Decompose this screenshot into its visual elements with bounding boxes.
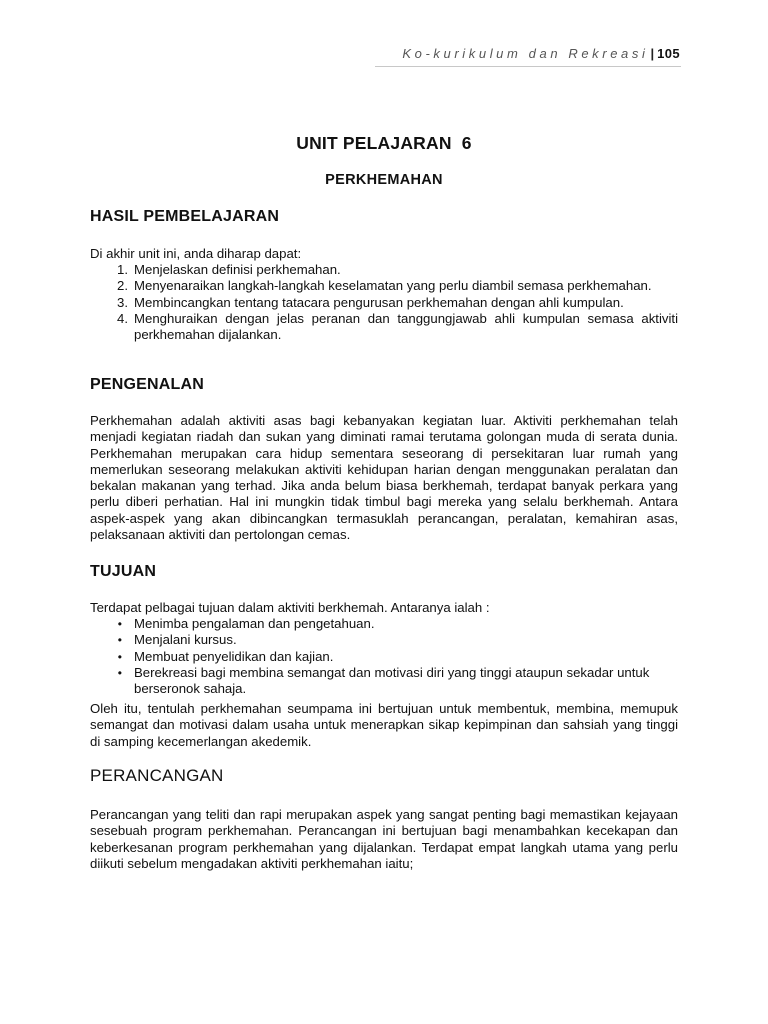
learning-outcomes-list [90,262,678,343]
tujuan-intro: Terdapat pelbagai tujuan dalam aktiviti berkhemah. Antaranya ialah : [90,600,490,615]
list-item [90,262,678,278]
list-item [90,295,678,311]
running-header-separator: | [650,46,655,61]
running-header [402,45,680,63]
list-number: 4. [117,310,128,326]
list-item-text: Membuat penyelidikan dan kajian. [134,648,334,664]
unit-title: UNIT PELAJARAN 6 [296,133,472,153]
list-item-text: Menimba pengalaman dan pengetahuan. [134,616,375,631]
list-item [90,649,678,665]
bullet-icon: • [117,633,122,648]
bullet-icon: • [117,665,122,680]
list-item-text: Menjelaskan definisi perkhemahan. [134,262,341,277]
list-item-text: Berekreasi bagi membina semangat dan motivasi diri yang tinggi ataupun sekadar untuk berseronok sahaja. [134,664,650,697]
page-number: 105 [657,46,680,61]
list-item [90,632,678,648]
header-divider [375,66,681,67]
list-item [90,278,678,294]
pengenalan-paragraph: Perkhemahan adalah aktiviti asas bagi kebanyakan kegiatan luar. Aktiviti perkhemahan telah menjadi kegiatan riadah dan sukan yang diminati ramai terutama golongan muda di serata dunia. Perkhemahan merupakan cara hidup sementara seseorang di persekitaran luar rumah yang memerlukan seseorang melakukan aktiviti kehidupan harian dengan menggunakan peralatan dan bekalan makanan yang terhad. Jika anda belum biasa berkhemah, terdapat banyak perkara yang perlu diberi perhatian. Hal ini mungkin tidak timbul bagi mereka yang selalu berkhemah. Antara aspek-aspek yang akan dibincangkan termasuklah perancangan, peralatan, kemahiran asas, pelaksanaan aktiviti dan pertolongan cemas. [90,413,678,543]
list-number: 2. [117,278,128,294]
bullet-icon: • [117,617,122,631]
section-heading-perancangan: PERANCANGAN [90,766,224,785]
bullet-icon: • [117,649,122,664]
list-item [90,311,678,344]
list-number: 3. [117,294,128,310]
list-item [90,616,678,632]
running-header-title: Ko-kurikulum dan Rekreasi [402,46,649,61]
hasil-intro: Di akhir unit ini, anda diharap dapat: [90,246,302,261]
section-heading-pengenalan: PENGENALAN [90,376,205,393]
perancangan-paragraph: Perancangan yang teliti dan rapi merupakan aspek yang sangat penting bagi memastikan kejayaan sesebuah program perkhemahan. Perancangan ini bertujuan bagi menambahkan kecekapan dan keberkesanan program perkhemahan yang dijalankan. Terdapat empat langkah utama yang perlu diikuti sebelum mengadakan aktiviti perkhemahan iaitu; [90,807,678,871]
list-item [90,665,678,698]
list-item-text: Membincangkan tentang tatacara pengurusan perkhemahan dengan ahli kumpulan. [134,294,624,310]
tujuan-bullet-list [90,616,678,697]
list-item-text: Menjalani kursus. [134,632,237,648]
tujuan-closing-paragraph: Oleh itu, tentulah perkhemahan seumpama ini bertujuan untuk membentuk, membina, memupuk semangat dan motivasi dalam usaha untuk menerapkan sikap kepimpinan dan sahsiah yang tinggi di samping kecemerlangan akedemik. [90,701,678,749]
list-item-text: Menghuraikan dengan jelas peranan dan tanggungjawab ahli kumpulan semasa aktiviti perkhemahan dijalankan. [134,310,678,343]
list-number: 1. [117,262,128,277]
section-heading-tujuan: TUJUAN [90,563,157,580]
section-heading-hasil-pembelajaran: HASIL PEMBELAJARAN [90,208,280,225]
unit-subtitle: PERKHEMAHAN [325,172,443,188]
list-item-text: Menyenaraikan langkah-langkah keselamatan yang perlu diambil semasa perkhemahan. [134,278,652,294]
